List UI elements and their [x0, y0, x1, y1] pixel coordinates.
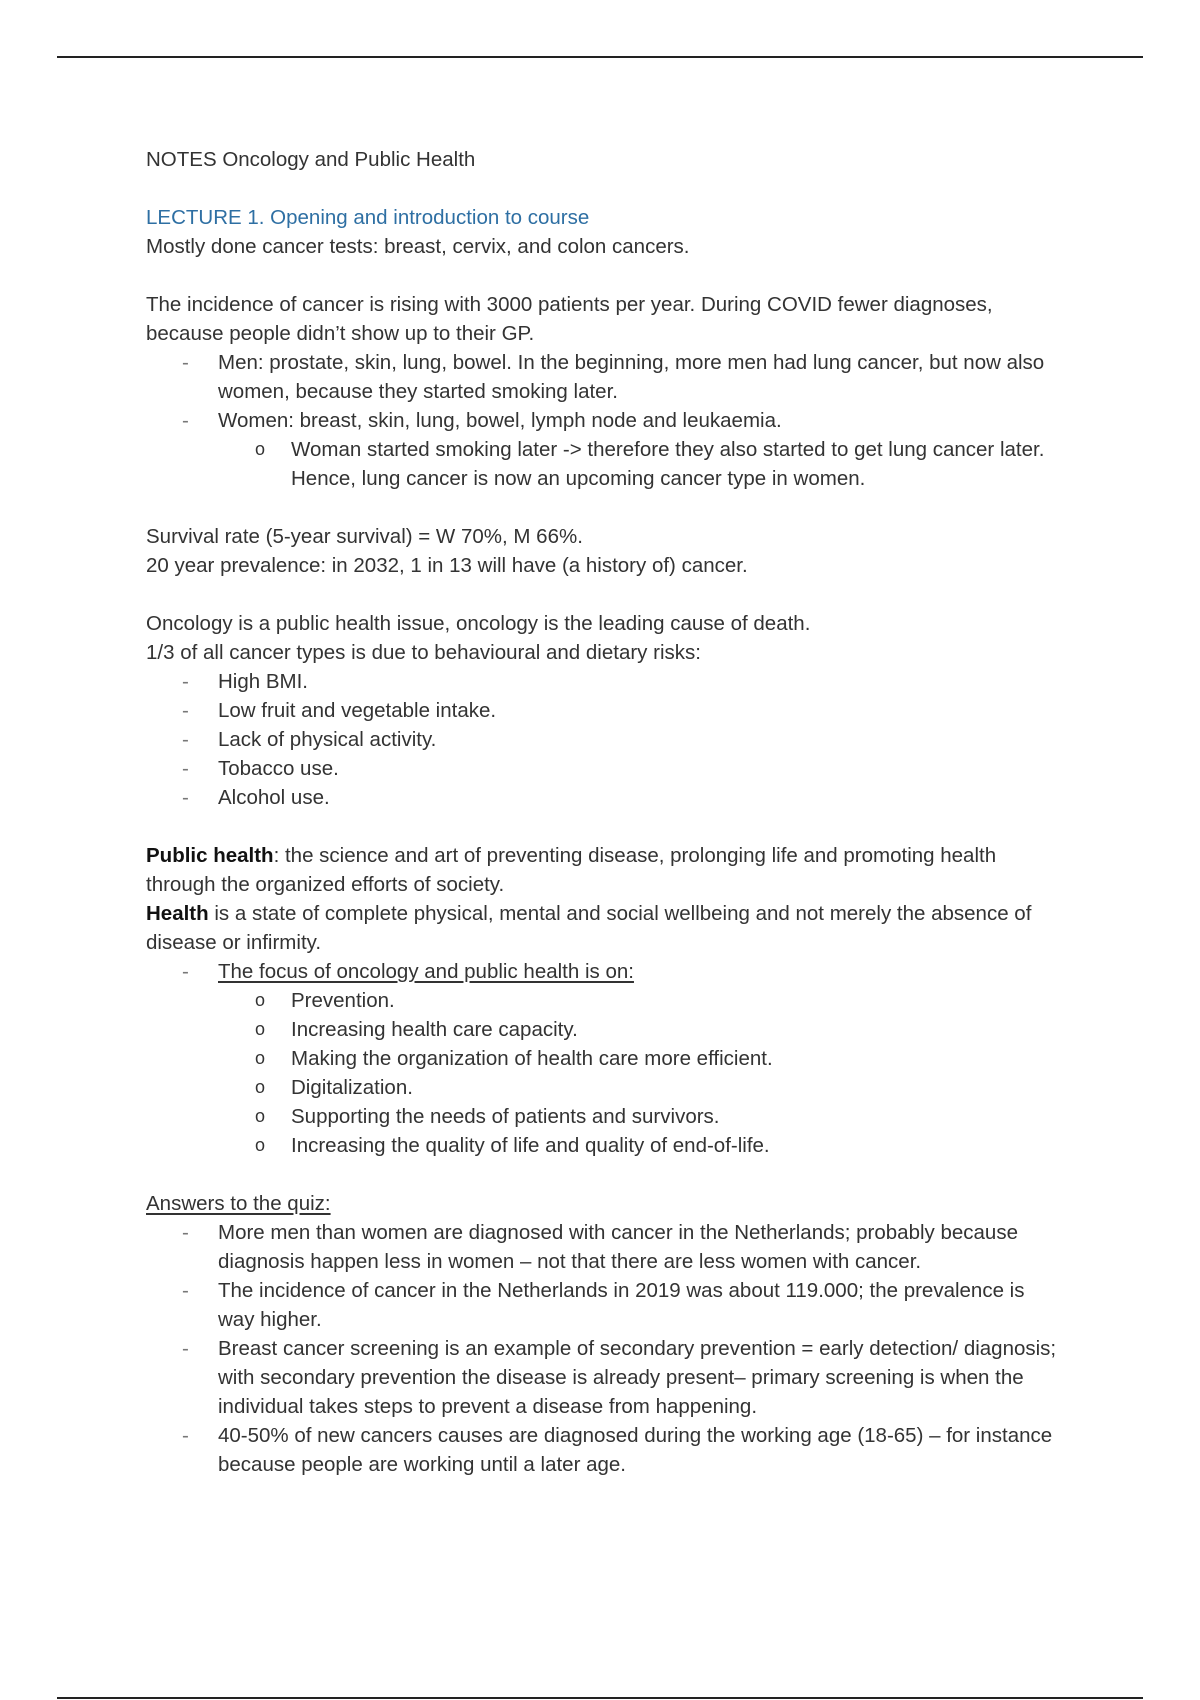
list-item-text: Alcohol use.	[218, 786, 330, 809]
circle-marker: o	[255, 1106, 266, 1126]
dash-marker: -	[182, 728, 189, 751]
focus-heading: The focus of oncology and public health is on:	[218, 960, 634, 983]
sub-list-item-text: Increasing the quality of life and quality of end-of-life.	[291, 1134, 770, 1157]
list-item-text: Tobacco use.	[218, 757, 339, 780]
intro-line: Mostly done cancer tests: breast, cervix, and colon cancers.	[146, 235, 690, 258]
lecture-heading: LECTURE 1. Opening and introduction to course	[146, 206, 590, 229]
sub-list-item-text: Digitalization.	[291, 1076, 413, 1099]
header-rule	[57, 56, 1143, 58]
list-item	[146, 725, 1066, 754]
health-definition-text: is a state of complete physical, mental and social wellbeing and not merely the absence of disease or infirmity.	[146, 902, 1032, 954]
list-item-text: 40-50% of new cancers causes are diagnosed during the working age (18-65) – for instance because people are working until a later age.	[218, 1424, 1053, 1476]
oncology-issue-line: Oncology is a public health issue, oncology is the leading cause of death.	[146, 612, 811, 635]
survival-line: Survival rate (5-year survival) = W 70%, M 66%.	[146, 525, 583, 548]
list-item	[146, 667, 1066, 696]
document-body	[146, 145, 1066, 1479]
list-item-text: Low fruit and vegetable intake.	[218, 699, 497, 722]
list-item	[146, 348, 1066, 406]
women-sublist	[218, 435, 1066, 493]
footer-rule	[57, 1697, 1143, 1699]
dash-marker: -	[182, 351, 189, 374]
list-item-text: High BMI.	[218, 670, 308, 693]
circle-marker: o	[255, 439, 266, 459]
dash-marker: -	[182, 1424, 189, 1447]
list-item	[146, 783, 1066, 812]
sub-list-item-text: Prevention.	[291, 989, 395, 1012]
list-item	[146, 754, 1066, 783]
incidence-list	[146, 348, 1066, 493]
sub-list-item	[146, 1131, 1066, 1160]
dash-marker: -	[182, 1279, 189, 1302]
focus-sublist	[218, 986, 1066, 1160]
list-item-text: Men: prostate, skin, lung, bowel. In the beginning, more men had lung cancer, but now also women, because they started smoking later.	[218, 351, 1045, 403]
dash-marker: -	[182, 1221, 189, 1244]
incidence-paragraph: The incidence of cancer is rising with 3000 patients per year. During COVID fewer diagnoses, because people didn’t show up to their GP.	[146, 293, 993, 345]
dash-marker: -	[182, 699, 189, 722]
list-item-text: Lack of physical activity.	[218, 728, 437, 751]
public-health-term: Public health	[146, 844, 274, 867]
dash-marker: -	[182, 1337, 189, 1360]
list-item	[146, 696, 1066, 725]
dash-marker: -	[182, 670, 189, 693]
sub-list-item	[146, 435, 1066, 493]
sub-list-item	[146, 986, 1066, 1015]
sub-list-item-text: Supporting the needs of patients and survivors.	[291, 1105, 720, 1128]
dash-marker: -	[182, 409, 189, 432]
circle-marker: o	[255, 1077, 266, 1097]
quiz-heading: Answers to the quiz:	[146, 1192, 331, 1215]
dash-marker: -	[182, 960, 189, 983]
list-item	[146, 1276, 1066, 1334]
risks-intro: 1/3 of all cancer types is due to behavioural and dietary risks:	[146, 641, 701, 664]
circle-marker: o	[255, 1019, 266, 1039]
quiz-list	[146, 1218, 1066, 1479]
dash-marker: -	[182, 786, 189, 809]
health-term: Health	[146, 902, 209, 925]
circle-marker: o	[255, 1048, 266, 1068]
circle-marker: o	[255, 990, 266, 1010]
public-health-definition-text: : the science and art of preventing disease, prolonging life and promoting health through the organized efforts of society.	[146, 844, 997, 896]
list-item	[146, 1218, 1066, 1276]
public-health-definition	[146, 841, 1066, 899]
risks-list	[146, 667, 1066, 812]
sub-list-item-text: Making the organization of health care more efficient.	[291, 1047, 773, 1070]
sub-list-item	[146, 1073, 1066, 1102]
list-item-text: More men than women are diagnosed with cancer in the Netherlands; probably because diagnosis happen less in women – not that there are less women with cancer.	[218, 1221, 1018, 1273]
prevalence-line: 20 year prevalence: in 2032, 1 in 13 will have (a history of) cancer.	[146, 554, 748, 577]
list-item	[146, 406, 1066, 493]
sub-list-item	[146, 1044, 1066, 1073]
list-item-text: Breast cancer screening is an example of secondary prevention = early detection/ diagnosis; with secondary prevention the disease is already present– primary screening is when the individual takes steps to prevent a disease from happening.	[218, 1337, 1057, 1418]
dash-marker: -	[182, 757, 189, 780]
sub-list-item-text: Increasing health care capacity.	[291, 1018, 578, 1041]
circle-marker: o	[255, 1135, 266, 1155]
list-item	[146, 1421, 1066, 1479]
sub-list-item	[146, 1102, 1066, 1131]
health-definition	[146, 899, 1066, 957]
list-item-text: Women: breast, skin, lung, bowel, lymph node and leukaemia.	[218, 409, 782, 432]
sub-list-item-text: Woman started smoking later -> therefore they also started to get lung cancer later. Hence, lung cancer is now an upcoming cancer type in women.	[291, 438, 1045, 490]
list-item	[146, 1334, 1066, 1421]
list-item-text: The incidence of cancer in the Netherlands in 2019 was about 119.000; the prevalence is way higher.	[218, 1279, 1025, 1331]
focus-list	[146, 957, 1066, 1160]
sub-list-item	[146, 1015, 1066, 1044]
document-title: NOTES Oncology and Public Health	[146, 148, 476, 171]
list-item	[146, 957, 1066, 1160]
